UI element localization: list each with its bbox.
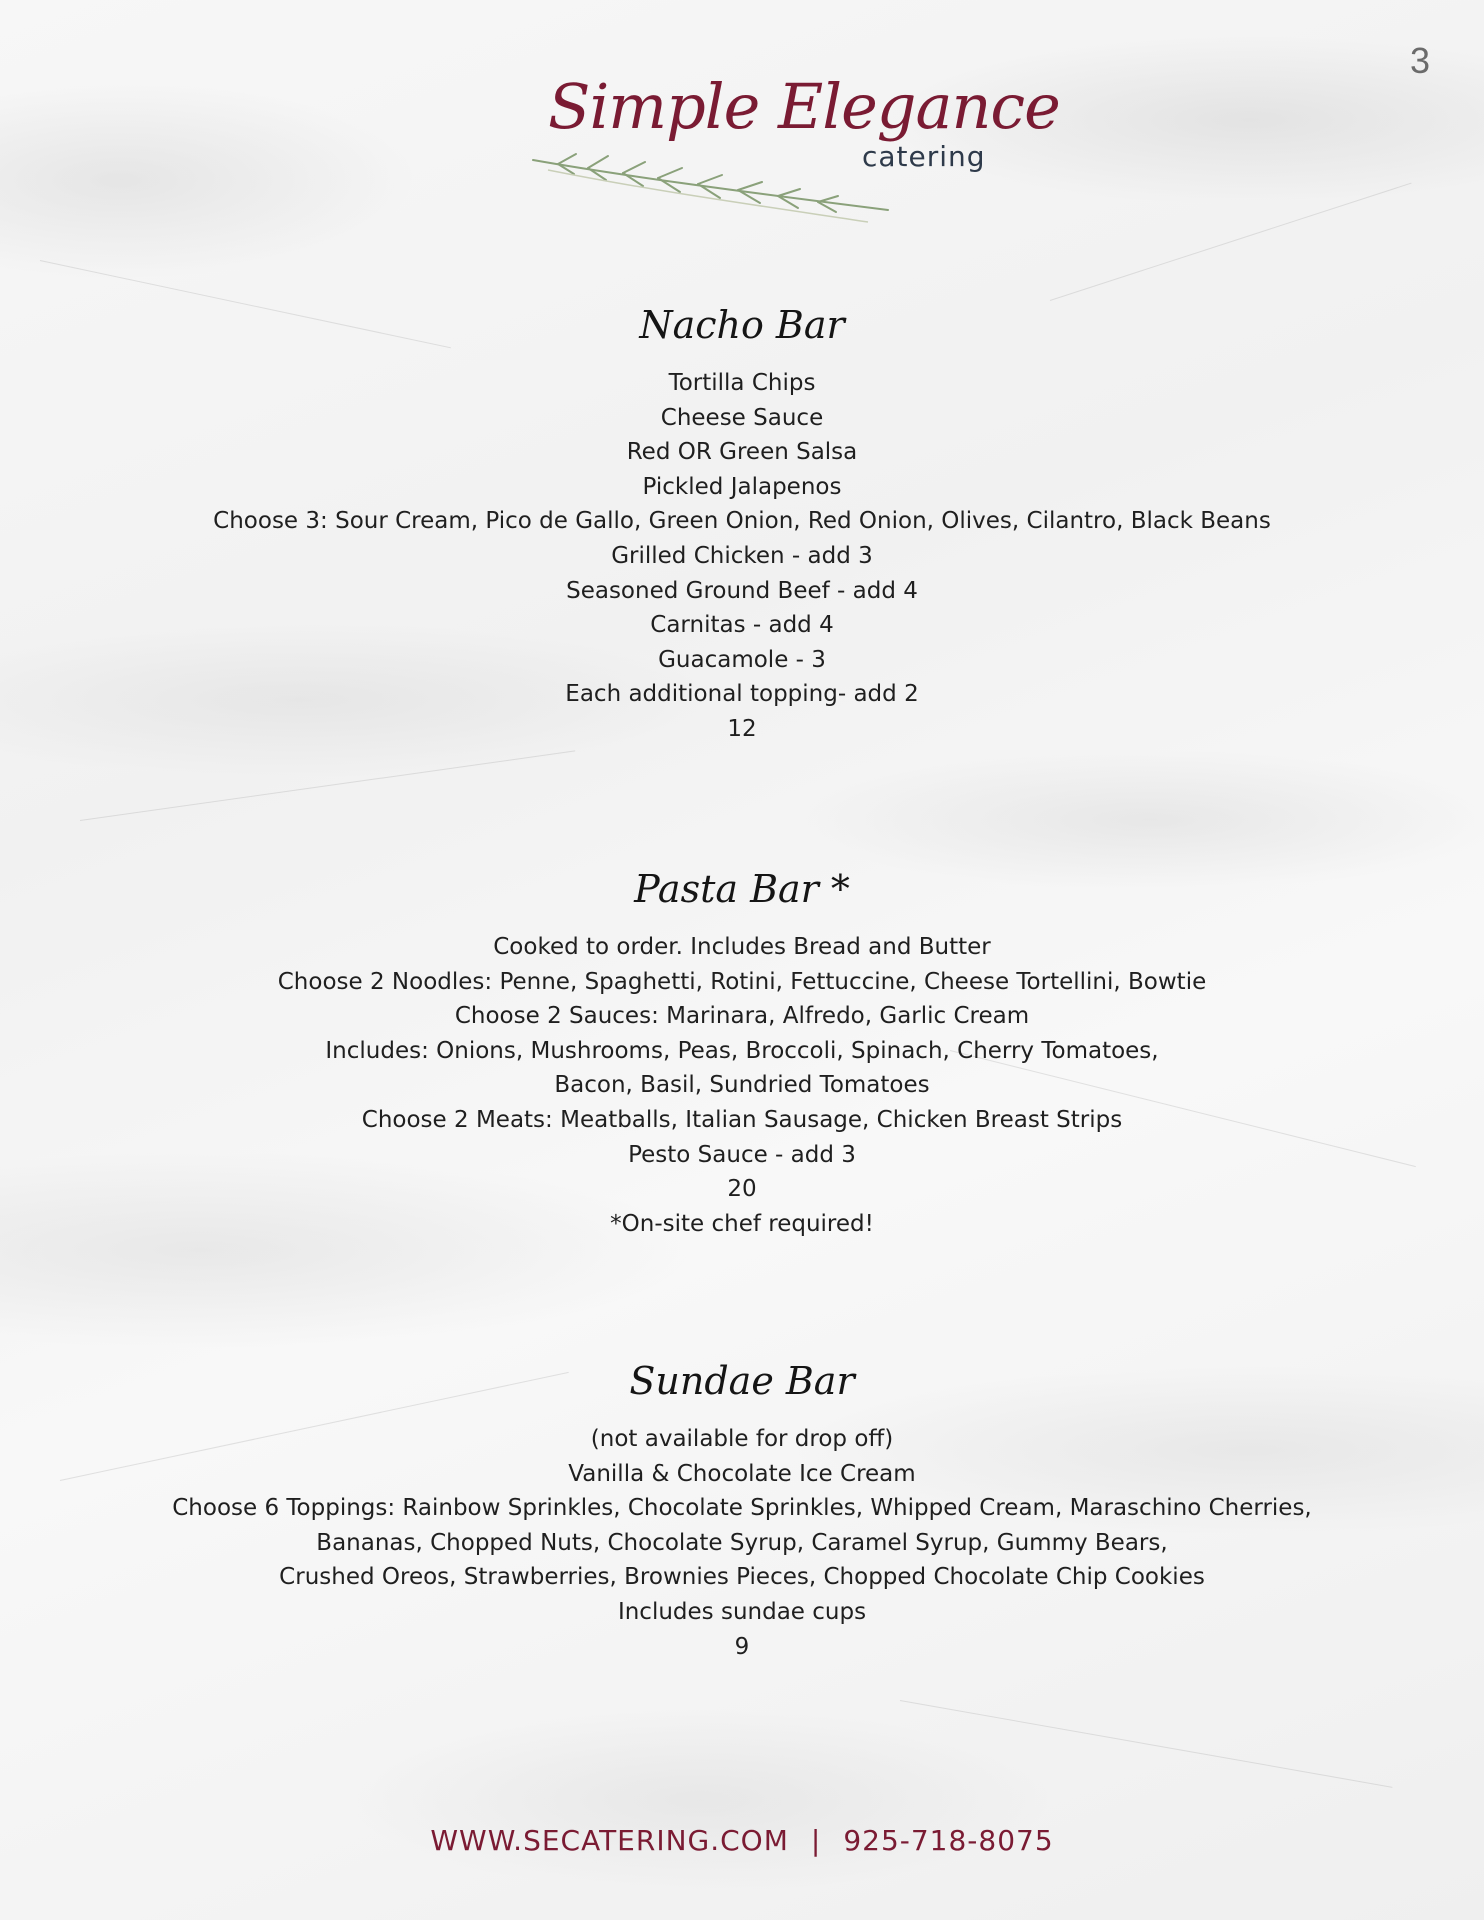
menu-line: Cooked to order. Includes Bread and Butter bbox=[493, 934, 991, 960]
menu-note: *On-site chef required! bbox=[610, 1210, 874, 1237]
menu-section-nacho-bar bbox=[0, 302, 1484, 747]
menu-line: Vanilla & Chocolate Ice Cream bbox=[568, 1460, 916, 1487]
menu-line: Choose 6 Toppings: Rainbow Sprinkles, Chocolate Sprinkles, Whipped Cream, Maraschino Cherries, bbox=[172, 1495, 1312, 1522]
menu-section-sundae-bar bbox=[0, 1358, 1484, 1664]
menu-line: Pesto Sauce - add 3 bbox=[628, 1141, 856, 1168]
menu-line: Cheese Sauce bbox=[660, 404, 824, 431]
phone-number[interactable]: 925-718-8075 bbox=[843, 1824, 1054, 1857]
menu-price: 20 bbox=[727, 1176, 757, 1203]
menu-line: Grilled Chicken - add 3 bbox=[611, 542, 873, 569]
logo-subtitle: catering bbox=[862, 140, 986, 173]
menu-price: 9 bbox=[734, 1633, 750, 1660]
menu-line: Tortilla Chips bbox=[668, 370, 816, 396]
marble-vein bbox=[900, 1700, 1393, 1788]
section-title: Sundae Bar bbox=[629, 1359, 855, 1403]
menu-line: Guacamole - 3 bbox=[658, 646, 826, 673]
menu-line: Pickled Jalapenos bbox=[642, 473, 842, 500]
marble-vein bbox=[1050, 183, 1412, 301]
company-logo bbox=[528, 70, 1060, 230]
menu-line: Includes: Onions, Mushrooms, Peas, Broccoli, Spinach, Cherry Tomatoes, bbox=[325, 1037, 1159, 1064]
menu-line: Choose 2 Noodles: Penne, Spaghetti, Rotini, Fettuccine, Cheese Tortellini, Bowtie bbox=[277, 968, 1207, 995]
menu-line: Carnitas - add 4 bbox=[650, 612, 834, 639]
menu-line: Bananas, Chopped Nuts, Chocolate Syrup, Caramel Syrup, Gummy Bears, bbox=[316, 1529, 1168, 1556]
rosemary-sprig-icon bbox=[528, 130, 898, 230]
menu-line: (not available for drop off) bbox=[590, 1426, 894, 1452]
logo-title: Simple Elegance bbox=[548, 70, 1060, 143]
page-number: 3 bbox=[1409, 40, 1430, 81]
menu-line: Choose 3: Sour Cream, Pico de Gallo, Green Onion, Red Onion, Olives, Cilantro, Black Beans bbox=[213, 508, 1271, 535]
menu-line: Bacon, Basil, Sundried Tomatoes bbox=[554, 1072, 930, 1099]
menu-price: 12 bbox=[727, 715, 757, 742]
menu-line: Red OR Green Salsa bbox=[626, 439, 858, 466]
menu-line: Seasoned Ground Beef - add 4 bbox=[566, 577, 918, 604]
menu-line: Choose 2 Meats: Meatballs, Italian Sausage, Chicken Breast Strips bbox=[361, 1106, 1123, 1133]
menu-line: Crushed Oreos, Strawberries, Brownies Pieces, Chopped Chocolate Chip Cookies bbox=[279, 1564, 1205, 1591]
marble-vein bbox=[80, 750, 575, 821]
menu-line: Choose 2 Sauces: Marinara, Alfredo, Garlic Cream bbox=[454, 1003, 1030, 1030]
section-title: Nacho Bar bbox=[639, 303, 845, 347]
footer bbox=[0, 1824, 1484, 1857]
section-title: Pasta Bar * bbox=[634, 867, 850, 911]
menu-line: Includes sundae cups bbox=[617, 1598, 867, 1625]
menu-section-pasta-bar bbox=[0, 866, 1484, 1241]
menu-line: Each additional topping- add 2 bbox=[565, 681, 919, 708]
website-link[interactable]: WWW.SECATERING.COM bbox=[430, 1824, 789, 1857]
footer-separator: | bbox=[810, 1824, 822, 1857]
